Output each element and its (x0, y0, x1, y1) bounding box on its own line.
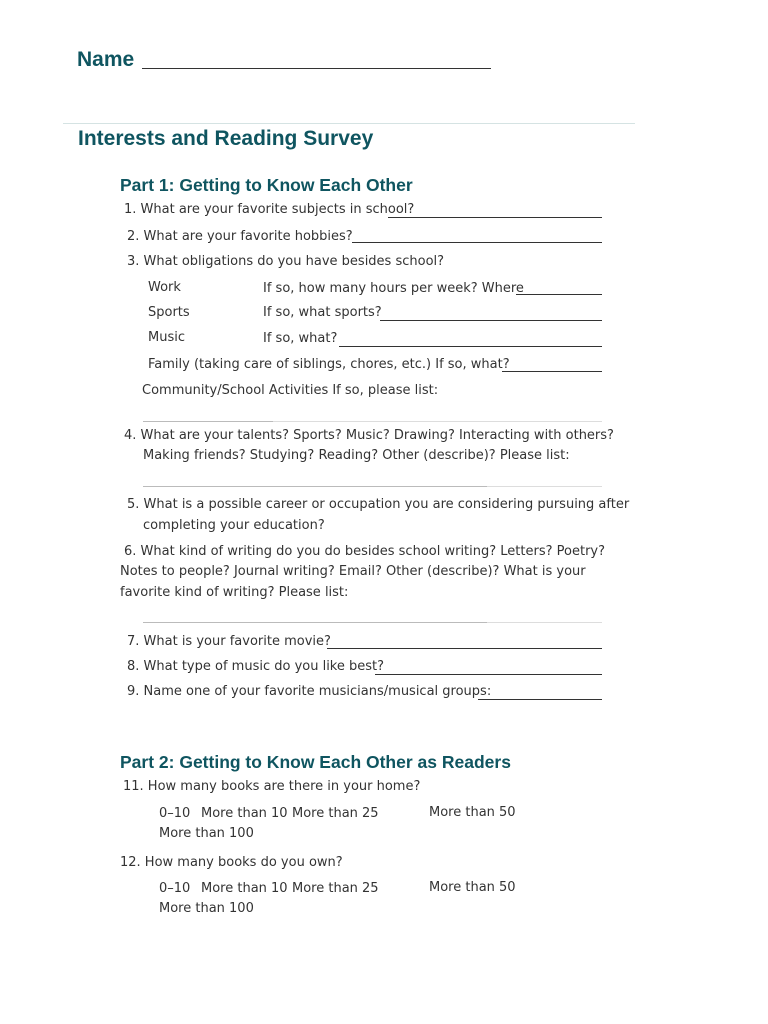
q11-option-more-than-100[interactable]: More than 100 (159, 826, 254, 841)
q3-music-label: Music (148, 330, 185, 345)
q11-option-0-10[interactable]: 0–10 (159, 806, 191, 821)
question-7: 7. What is your favorite movie? (127, 634, 331, 649)
question-9: 9. Name one of your favorite musicians/musical groups: (127, 684, 492, 699)
q12-option-more-than-50[interactable]: More than 50 (429, 880, 516, 895)
question-6-line1: 6. What kind of writing do you do besides school writing? Letters? Poetry? (124, 544, 606, 559)
answer-line-q3-sports[interactable] (380, 320, 602, 321)
page-title: Interests and Reading Survey (78, 127, 374, 150)
answer-line-q6-ext[interactable] (487, 622, 602, 623)
answer-line-q4-ext[interactable] (487, 486, 602, 487)
question-3: 3. What obligations do you have besides school? (127, 254, 445, 269)
q12-option-0-10[interactable]: 0–10 (159, 881, 191, 896)
part2-heading: Part 2: Getting to Know Each Other as Readers (120, 752, 511, 772)
question-5-line2: completing your education? (143, 518, 325, 533)
q3-sports-label: Sports (148, 305, 190, 320)
q12-option-more-than-10[interactable]: More than 10 (201, 881, 288, 896)
question-8: 8. What type of music do you like best? (127, 659, 385, 674)
q3-sports-followup: If so, what sports? (263, 305, 382, 320)
answer-line-q9[interactable] (478, 699, 602, 700)
q3-family: Family (taking care of siblings, chores, etc.) If so, what? (148, 357, 510, 372)
question-1: 1. What are your favorite subjects in school? (124, 202, 415, 217)
q11-option-more-than-25[interactable]: More than 25 (292, 806, 379, 821)
q3-work-label: Work (148, 280, 181, 295)
question-6-line2: Notes to people? Journal writing? Email? Other (describe)? What is your (120, 564, 586, 579)
question-2: 2. What are your favorite hobbies? (127, 229, 353, 244)
answer-line-q3-family[interactable] (502, 371, 602, 372)
answer-line-q8[interactable] (375, 674, 602, 675)
answer-line-q3-music[interactable] (339, 346, 602, 347)
q11-option-more-than-50[interactable]: More than 50 (429, 805, 516, 820)
question-4-line2: Making friends? Studying? Reading? Other (describe)? Please list: (143, 448, 570, 463)
part1-heading: Part 1: Getting to Know Each Other (120, 175, 413, 195)
name-label: Name (77, 48, 135, 71)
question-5-line1: 5. What is a possible career or occupation you are considering pursuing after (127, 497, 630, 512)
q3-work-followup: If so, how many hours per week? Where (263, 281, 524, 296)
answer-line-q3-community[interactable] (143, 421, 273, 422)
question-12: 12. How many books do you own? (120, 855, 343, 870)
answer-line-q3-work[interactable] (516, 294, 602, 295)
answer-line-q2[interactable] (352, 242, 602, 243)
q11-option-more-than-10[interactable]: More than 10 (201, 806, 288, 821)
question-6-line3: favorite kind of writing? Please list: (120, 585, 349, 600)
answer-line-q4[interactable] (143, 486, 487, 487)
question-4-line1: 4. What are your talents? Sports? Music? Drawing? Interacting with others? (124, 428, 614, 443)
q3-community: Community/School Activities If so, please list: (142, 383, 439, 398)
answer-line-q7[interactable] (327, 648, 602, 649)
answer-line-q6[interactable] (143, 622, 487, 623)
q12-option-more-than-25[interactable]: More than 25 (292, 881, 379, 896)
name-field-line[interactable] (142, 68, 491, 69)
answer-line-q3-community-ext[interactable] (273, 421, 602, 422)
q3-music-followup: If so, what? (263, 331, 338, 346)
answer-line-q1[interactable] (388, 217, 602, 218)
q12-option-more-than-100[interactable]: More than 100 (159, 901, 254, 916)
question-11: 11. How many books are there in your home? (123, 779, 421, 794)
header-divider (63, 123, 635, 124)
